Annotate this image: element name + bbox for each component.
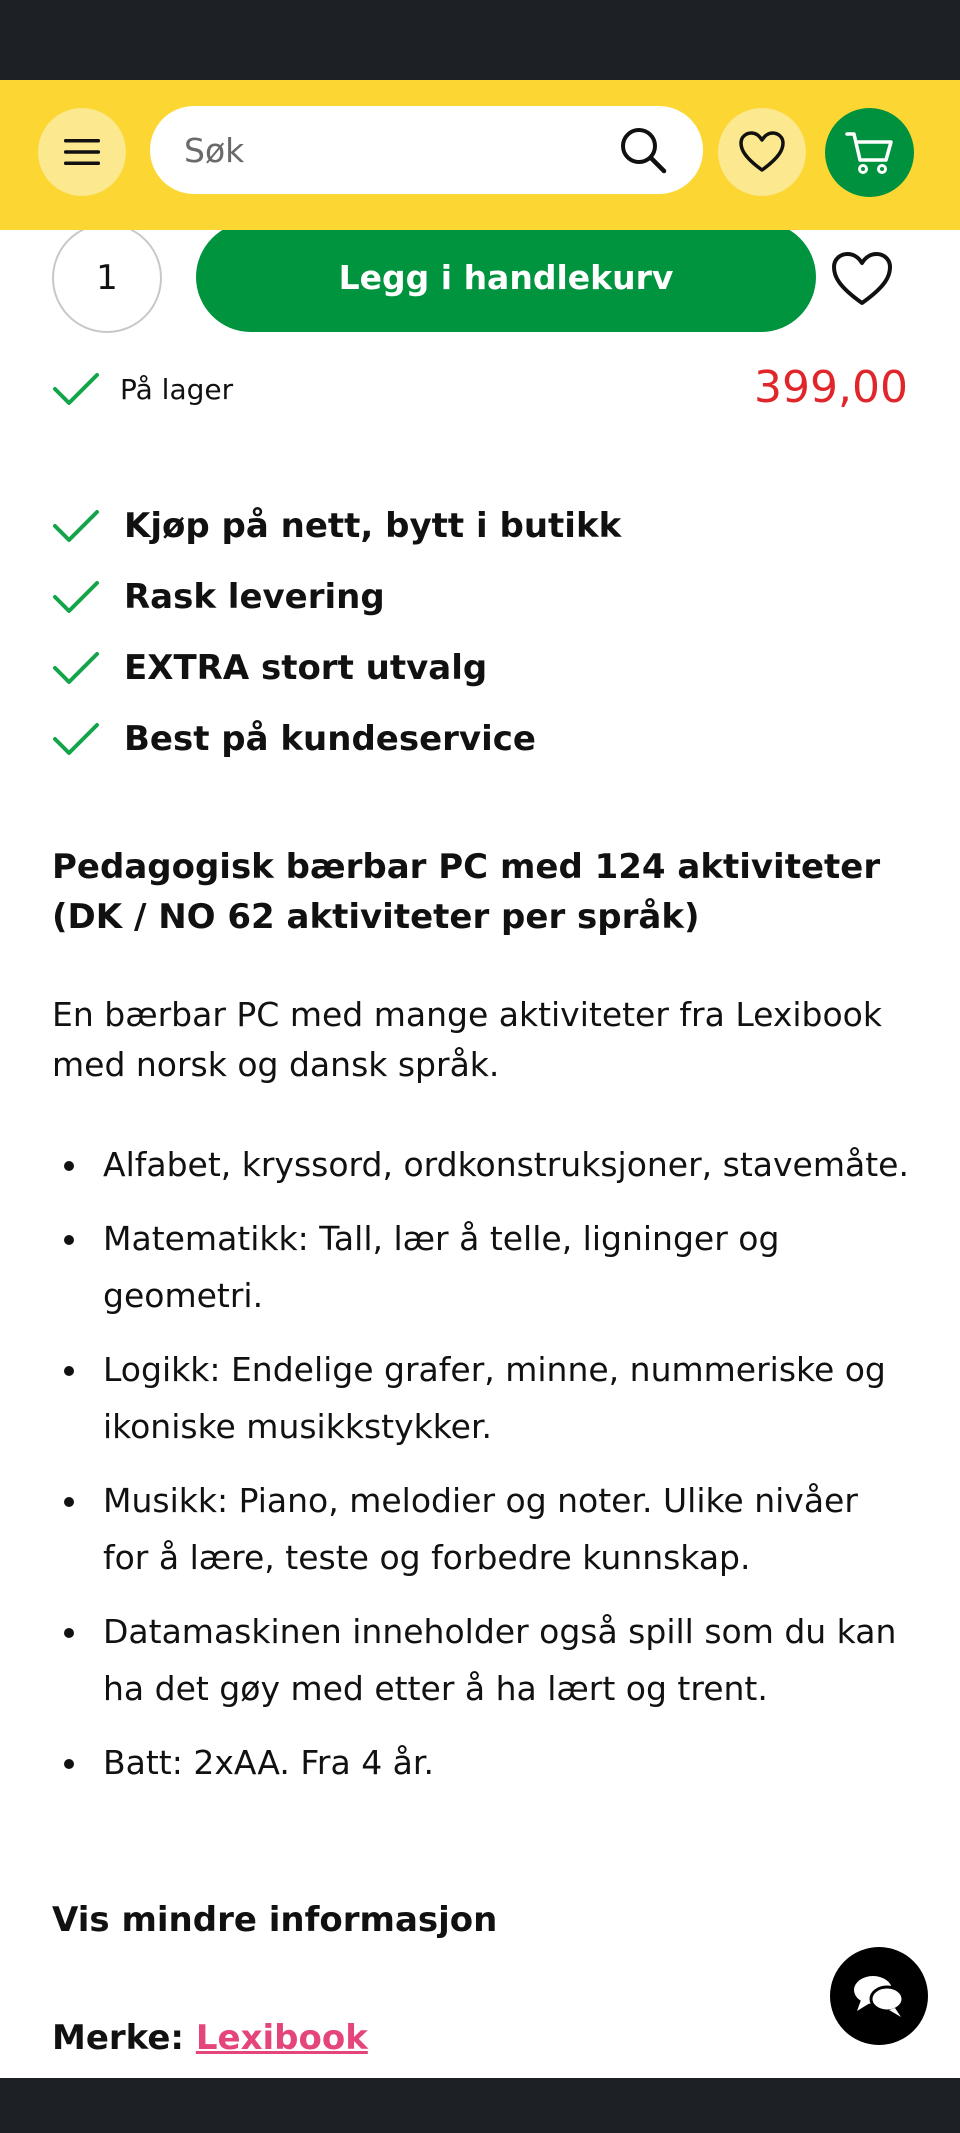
check-icon: [52, 372, 100, 406]
list-item: Musikk: Piano, melodier og noter. Ulike nivåer for å lære, teste og forbedre kunnskap.: [52, 1472, 912, 1586]
brand-link[interactable]: Lexibook: [195, 2018, 368, 2058]
chat-bubble-icon: [851, 1971, 907, 2021]
search-bar: [150, 106, 703, 194]
product-price: 399,00: [754, 362, 908, 413]
check-icon: [52, 651, 100, 685]
search-input[interactable]: [184, 106, 604, 194]
usp-text: Best på kundeservice: [124, 718, 536, 759]
list-item: Datamaskinen inneholder også spill som du kan ha det gøy med etter å ha lært og trent.: [52, 1603, 912, 1717]
brand-label: Merke:: [52, 2018, 185, 2058]
list-item: Batt: 2xAA. Fra 4 år.: [52, 1734, 912, 1791]
list-item: Matematikk: Tall, lær å telle, ligninger og geometri.: [52, 1210, 912, 1324]
usp-item: [52, 703, 621, 774]
cart-button[interactable]: [825, 108, 914, 197]
usp-text: Rask levering: [124, 576, 385, 617]
stock-status: [52, 372, 233, 406]
favorite-heart-icon[interactable]: [830, 250, 894, 308]
brand-line: [52, 2018, 368, 2058]
quantity-input[interactable]: 1: [52, 223, 162, 333]
add-to-cart-button[interactable]: Legg i handlekurv: [196, 222, 816, 332]
hamburger-menu-icon: [62, 136, 102, 168]
usp-text: Kjøp på nett, bytt i butikk: [124, 505, 622, 546]
stock-status-label: På lager: [120, 372, 234, 406]
search-icon[interactable]: [619, 126, 667, 174]
list-item: Logikk: Endelige grafer, minne, nummeriske og ikoniske musikkstykker.: [52, 1341, 912, 1455]
site-header: [0, 80, 960, 230]
menu-button[interactable]: [38, 108, 126, 196]
feature-list: [52, 1136, 912, 1808]
usp-item: [52, 490, 621, 561]
wishlist-button[interactable]: [718, 108, 806, 196]
usp-item: [52, 632, 621, 703]
list-item: Alfabet, kryssord, ordkonstruksjoner, stavemåte.: [52, 1136, 912, 1193]
product-intro: En bærbar PC med mange aktiviteter fra Lexibook med norsk og dansk språk.: [52, 995, 882, 1084]
check-icon: [52, 722, 100, 756]
navigation-bar: [0, 2078, 960, 2133]
chat-button[interactable]: [830, 1947, 928, 2045]
check-icon: [52, 509, 100, 543]
check-icon: [52, 580, 100, 614]
usp-item: [52, 561, 621, 632]
heart-icon: [738, 130, 786, 174]
shopping-cart-icon: [845, 130, 895, 176]
usp-text: EXTRA stort utvalg: [124, 647, 488, 688]
product-title: Pedagogisk bærbar PC med 124 aktiviteter (DK / NO 62 aktiviteter per språk): [52, 847, 881, 937]
status-bar: [0, 0, 960, 80]
usp-list: [52, 490, 621, 774]
show-less-info-link[interactable]: Vis mindre informasjon: [52, 1900, 498, 1940]
